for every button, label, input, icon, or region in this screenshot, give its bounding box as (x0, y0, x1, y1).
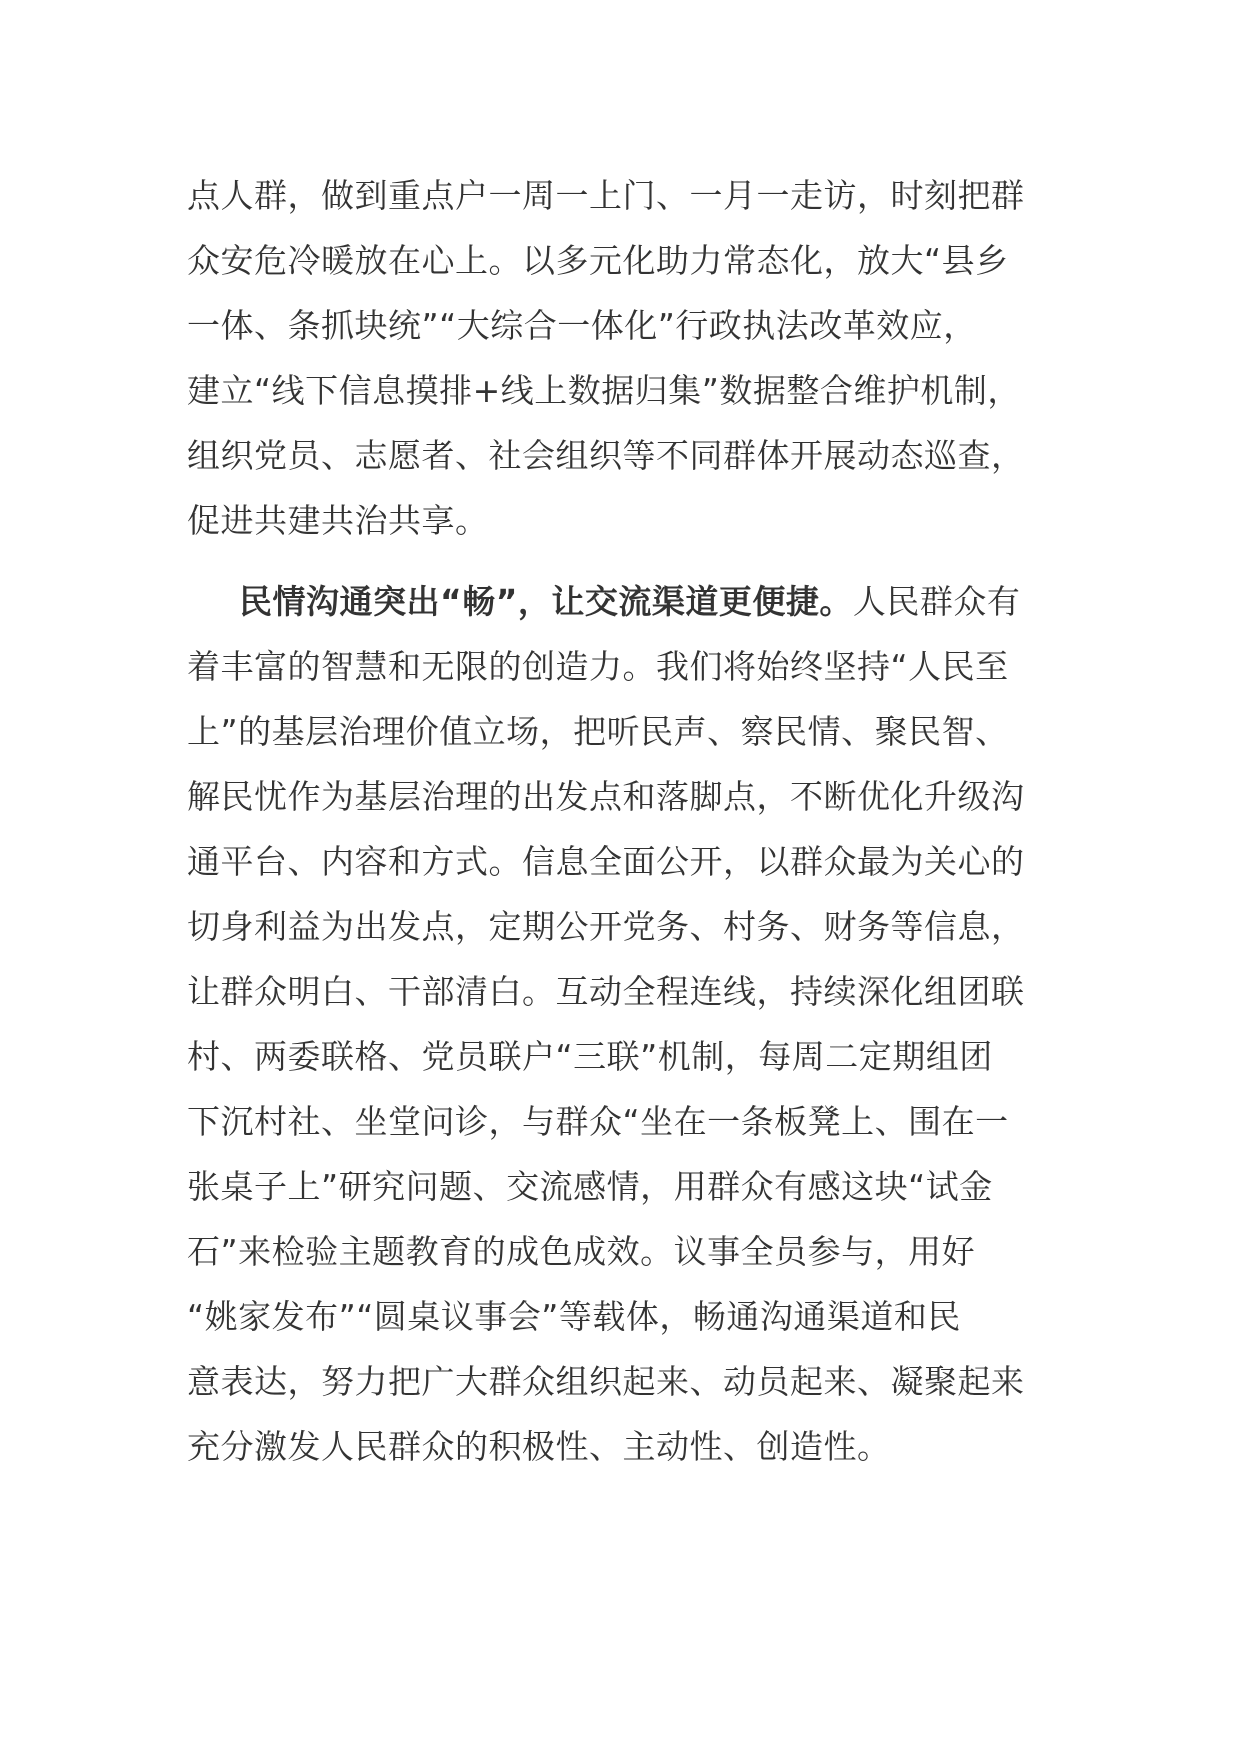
text-line: 通平台、内容和方式。信息全面公开，以群众最为关心的 (187, 842, 1025, 881)
text-line: 解民忧作为基层治理的出发点和落脚点，不断优化升级沟 (187, 777, 1025, 816)
paragraph-1 (187, 163, 1057, 553)
text-line: 充分激发人民群众的积极性、主动性、创造性。 (187, 1427, 891, 1466)
text-line: 下沉村社、坐堂问诊，与群众“坐在一条板凳上、围在一 (187, 1102, 1009, 1141)
text-line: 众安危冷暖放在心上。以多元化助力常态化，放大“县乡 (187, 241, 1009, 280)
text-line: 张桌子上”研究问题、交流感情，用群众有感这块“试金 (187, 1167, 993, 1206)
paragraph-2 (187, 569, 1057, 1479)
text-line-first (187, 569, 1057, 634)
text-line: 建立“线下信息摸排+线上数据归集”数据整合维护机制， (187, 371, 1021, 410)
text-line: 着丰富的智慧和无限的创造力。我们将始终坚持“人民至 (187, 647, 1009, 686)
text-line-rest: 人民群众有 (852, 582, 1021, 621)
text-line: 意表达，努力把广大群众组织起来、动员起来、凝聚起来 (187, 1362, 1025, 1401)
text-line: 上”的基层治理价值立场，把听民声、察民情、聚民智、 (187, 712, 1009, 751)
text-line: 石”来检验主题教育的成色成效。议事全员参与，用好 (187, 1232, 976, 1271)
text-line: 一体、条抓块统”“大综合一体化”行政执法改革效应， (187, 306, 977, 345)
text-line: 让群众明白、干部清白。互动全程连线，持续深化组团联 (187, 972, 1025, 1011)
text-line: “姚家发布”“圆桌议事会”等载体，畅通沟通渠道和民 (187, 1297, 961, 1336)
document-body (187, 163, 1057, 1479)
paragraph-gap (187, 553, 1057, 569)
text-line: 切身利益为出发点，定期公开党务、村务、财务等信息， (187, 907, 1025, 946)
text-line: 村、两委联格、党员联户“三联”机制，每周二定期组团 (187, 1037, 993, 1076)
text-line: 点人群，做到重点户一周一上门、一月一走访，时刻把群 (187, 176, 1025, 215)
text-line: 组织党员、志愿者、社会组织等不同群体开展动态巡查， (187, 436, 1025, 475)
paragraph-heading: 民情沟通突出“畅”，让交流渠道更便捷。 (239, 582, 853, 621)
text-line: 促进共建共治共享。 (187, 501, 489, 540)
